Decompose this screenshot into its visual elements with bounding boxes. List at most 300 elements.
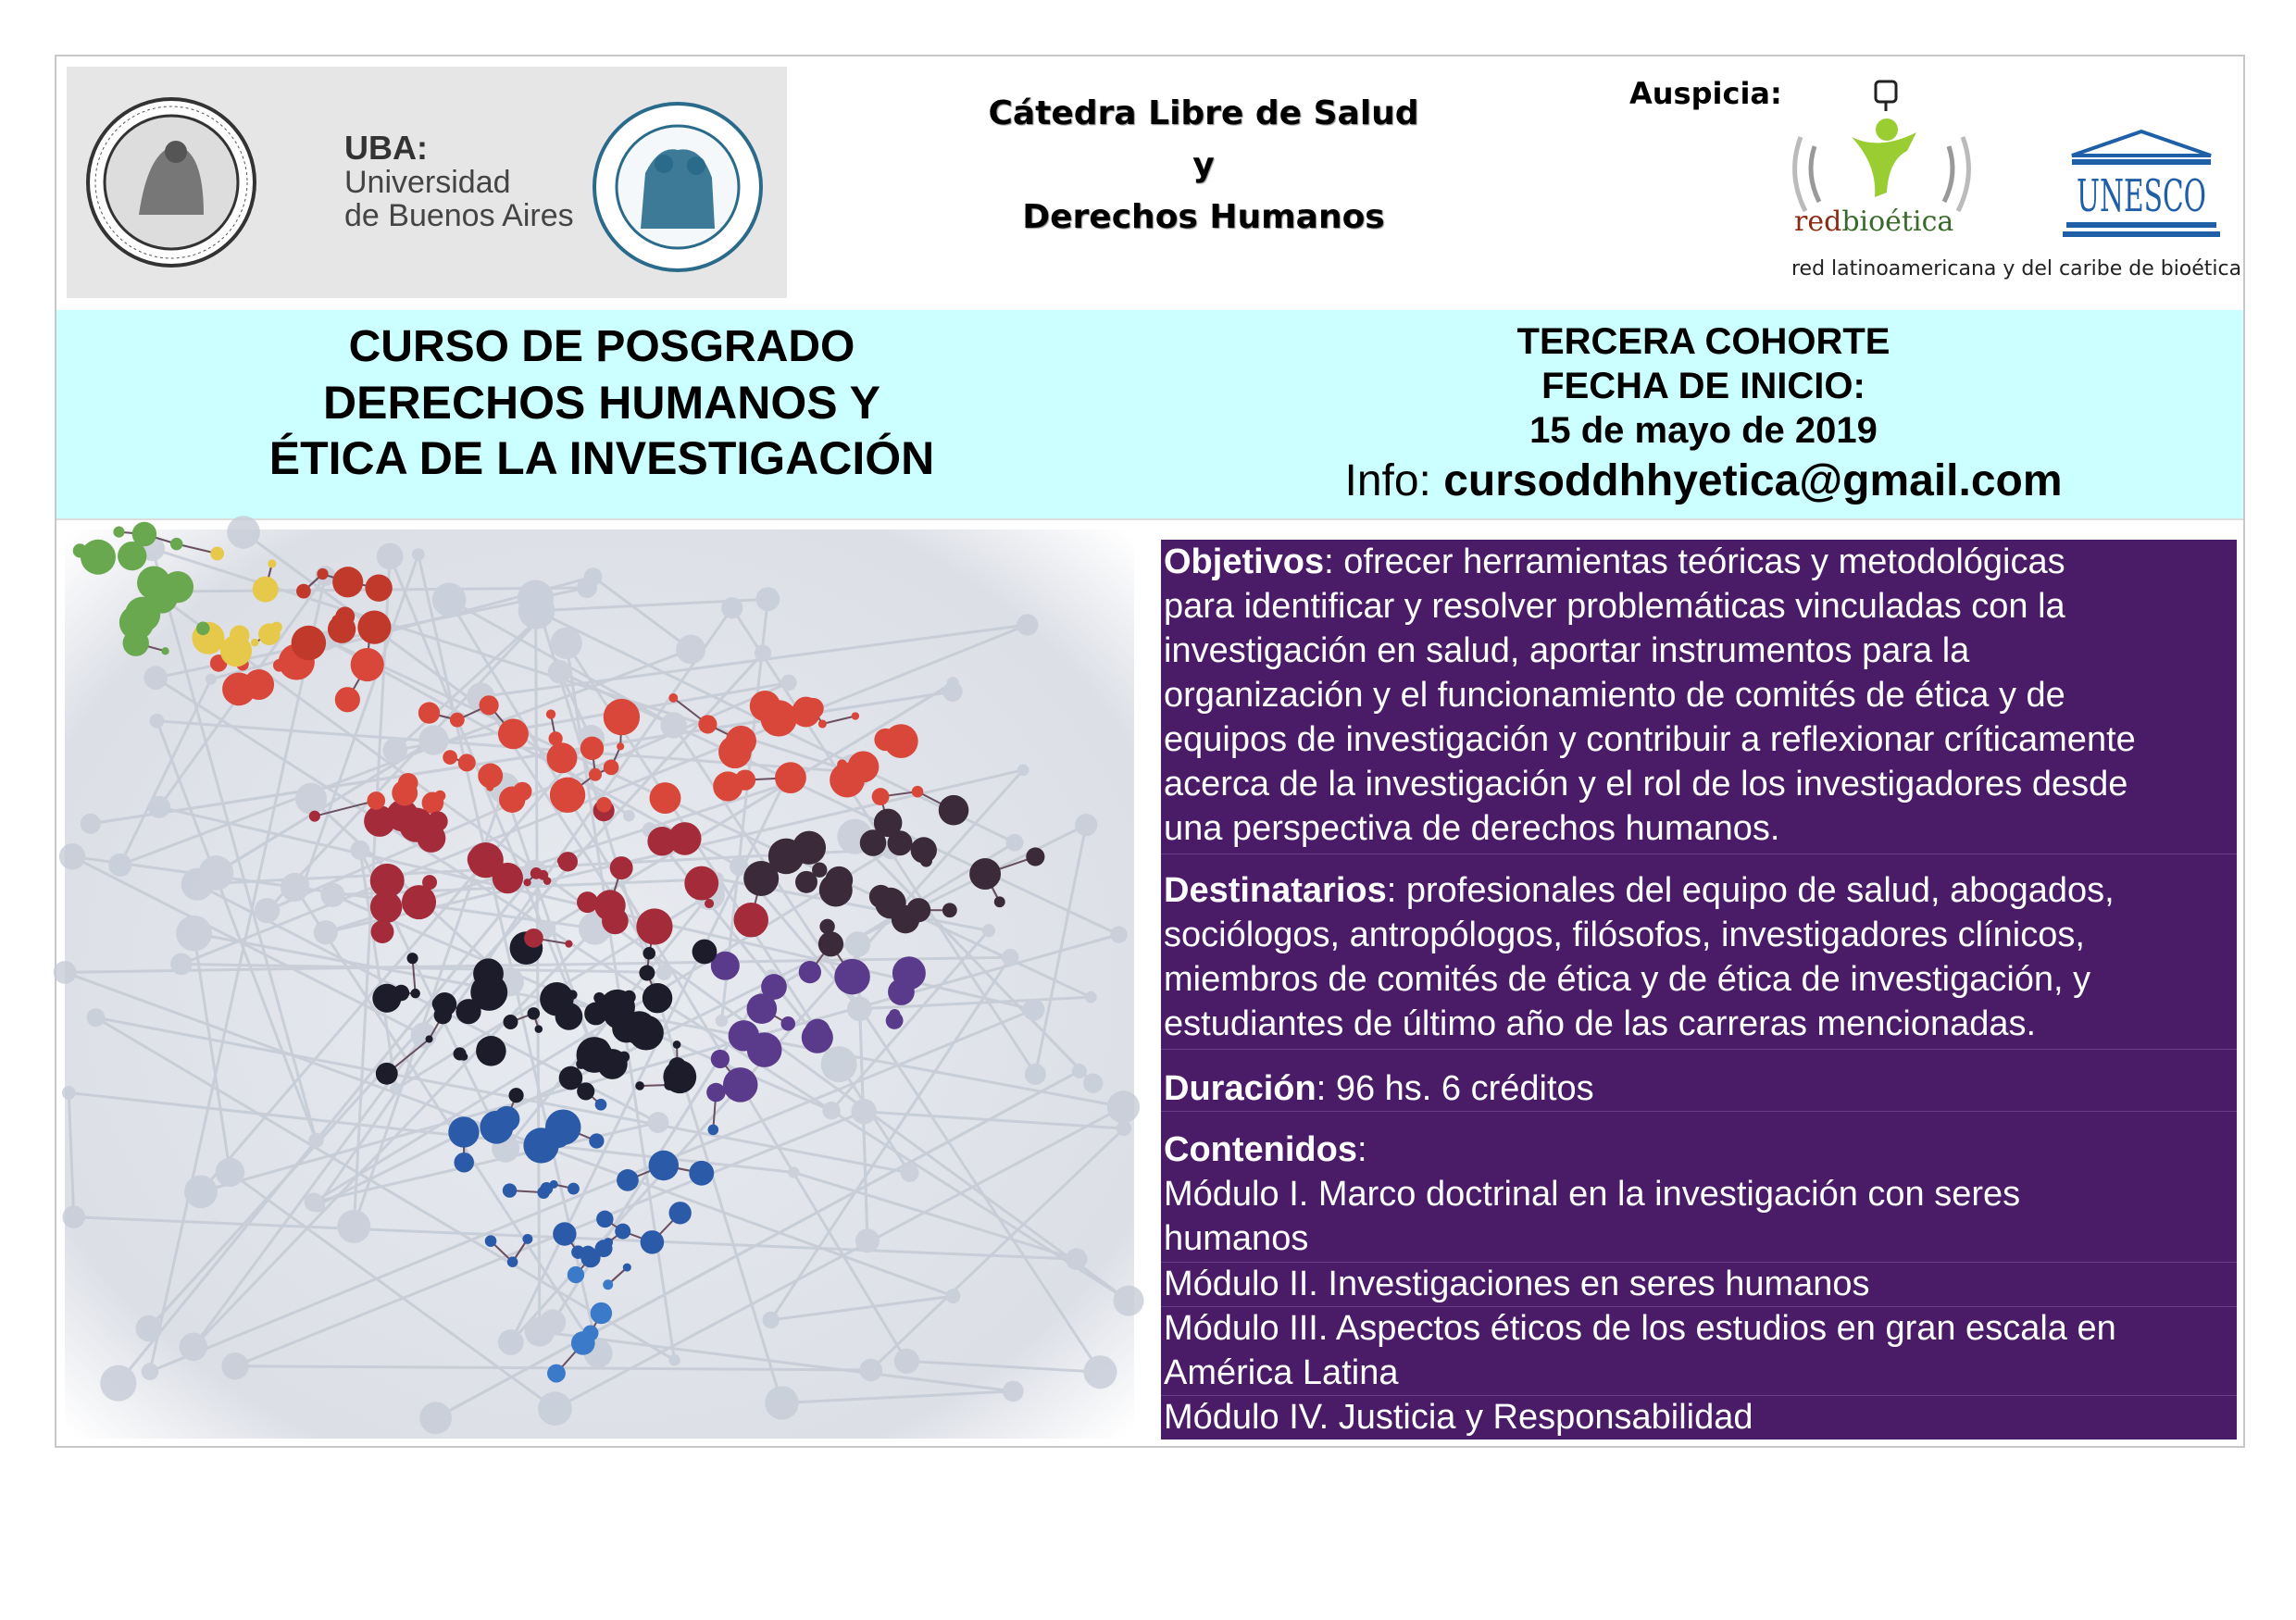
network-node	[643, 947, 655, 960]
uba-logos-box	[67, 67, 787, 298]
network-node	[535, 1025, 543, 1033]
uba-line1: Universidad	[344, 165, 511, 200]
destinatarios-label: Destinatarios	[1164, 871, 1387, 910]
info-line	[1278, 455, 2129, 506]
network-node	[513, 782, 531, 801]
network-node	[568, 1183, 580, 1195]
background-node	[350, 841, 369, 860]
background-node	[668, 1354, 680, 1366]
background-node	[660, 712, 686, 738]
background-node	[765, 1386, 798, 1419]
network-node	[596, 1211, 613, 1227]
network-node	[460, 1053, 468, 1061]
network-node	[602, 908, 629, 935]
background-node	[1066, 1248, 1088, 1270]
network-node	[550, 778, 585, 813]
background-node	[855, 1228, 880, 1252]
background-node	[788, 1166, 799, 1178]
background-node	[847, 996, 872, 1021]
network-node	[747, 993, 778, 1024]
network-node	[271, 622, 282, 633]
network-node	[668, 693, 678, 703]
network-node	[713, 771, 742, 801]
destinatarios-text-2: miembros de comités de ética y de ética de investigación, y	[1164, 960, 2091, 999]
background-node	[518, 579, 554, 616]
background-node	[150, 714, 165, 729]
network-node	[443, 750, 457, 765]
network-node	[292, 626, 327, 661]
network-node	[118, 542, 146, 570]
background-node	[676, 635, 705, 665]
background-node	[1107, 1090, 1140, 1123]
network-node	[840, 770, 847, 778]
network-node	[589, 1133, 604, 1148]
modulo-1-line1: Módulo I. Marco doctrinal en la investigación con seres	[1164, 1175, 2021, 1214]
network-node	[399, 807, 433, 841]
network-node	[367, 791, 385, 810]
network-node	[196, 622, 210, 636]
background-node	[1017, 614, 1038, 635]
network-node	[335, 687, 360, 712]
background-node	[551, 628, 582, 659]
panel-divider	[1161, 1111, 2237, 1112]
objetivos-text-0: : ofrecer herramientas teóricas y metodológicas	[1324, 542, 2065, 581]
background-node	[419, 1402, 452, 1434]
objetivos-label: Objetivos	[1164, 542, 1325, 581]
network-node	[906, 898, 930, 922]
network-node	[332, 567, 363, 597]
cohort-label: TERCERA COHORTE	[1516, 321, 1890, 362]
catedra-line1: Cátedra Libre de Salud	[988, 94, 1419, 132]
network-node	[253, 577, 279, 603]
network-node	[852, 712, 859, 719]
objetivos-text-1: para identificar y resolver problemáticas vinculadas con la	[1164, 587, 2065, 626]
uba-wordmark	[344, 131, 574, 232]
network-node	[799, 961, 821, 983]
objetivos-text-2: investigación en salud, aportar instrumentos para la	[1164, 631, 1970, 670]
background-node	[894, 1349, 919, 1374]
background-node	[412, 548, 425, 561]
network-node	[546, 709, 555, 718]
background-node	[1072, 1064, 1087, 1078]
network-node	[568, 990, 577, 999]
background-node	[418, 725, 449, 755]
cohort-info	[1278, 319, 2129, 453]
network-node	[776, 845, 800, 869]
duracion-label: Duración	[1164, 1069, 1316, 1108]
network-node	[920, 854, 932, 866]
uba-seal-icon	[83, 94, 259, 270]
network-node	[448, 1116, 479, 1147]
background-node	[337, 1210, 370, 1243]
network-node	[775, 762, 806, 793]
network-node	[546, 742, 577, 773]
network-node	[161, 647, 168, 654]
background-node	[176, 916, 212, 952]
background-node	[525, 1316, 555, 1346]
network-node	[547, 1365, 566, 1383]
network-node	[635, 1081, 644, 1090]
duracion-text: : 96 hs. 6 créditos	[1316, 1069, 1594, 1108]
background-node	[901, 1164, 919, 1182]
contenidos-block	[1164, 1128, 2238, 1261]
background-node	[108, 854, 131, 877]
network-node	[805, 1019, 830, 1045]
network-node	[663, 1060, 696, 1093]
background-node	[1113, 1286, 1143, 1316]
contenidos-line	[1164, 1128, 2238, 1172]
network-node	[565, 941, 572, 948]
catedra-line3: Derechos Humanos	[1022, 198, 1385, 236]
network-node	[623, 1264, 631, 1272]
network-node	[559, 1066, 583, 1090]
background-node	[199, 855, 234, 891]
network-node	[309, 811, 320, 822]
catedra-line2: y	[1192, 146, 1215, 184]
network-node	[555, 1003, 583, 1030]
background-node	[382, 738, 407, 763]
network-node	[649, 1151, 679, 1180]
objetivos-text-5: acerca de la investigación y el rol de los investigadores desde	[1164, 765, 2128, 804]
network-node	[550, 1180, 558, 1189]
network-node	[827, 881, 842, 896]
network-node	[582, 1325, 598, 1340]
background-node	[647, 1112, 668, 1133]
network-node	[639, 966, 655, 981]
background-node	[942, 681, 963, 702]
network-node	[497, 875, 509, 887]
network-node	[615, 1224, 630, 1240]
background-node	[1083, 1074, 1103, 1093]
modulo-3-line2: América Latina	[1164, 1353, 1399, 1392]
network-node	[942, 903, 957, 917]
network-node	[595, 1099, 607, 1111]
network-node	[454, 1153, 474, 1173]
objetivos-text-3: organización y el funcionamiento de comités de ética y de	[1164, 676, 2065, 715]
network-node	[617, 742, 624, 750]
network-node	[834, 959, 870, 995]
background-node	[755, 587, 780, 611]
background-node	[780, 675, 797, 692]
network-node	[643, 983, 672, 1013]
network-node	[994, 896, 1005, 907]
network-node	[357, 611, 391, 644]
objetivos-text-6: una perspectiva de derechos humanos.	[1164, 809, 1780, 848]
background-node	[1117, 1121, 1131, 1136]
background-node	[148, 796, 170, 818]
course-title-line2: DERECHOS HUMANOS Y	[323, 377, 880, 429]
unesco-logo-icon	[2063, 130, 2220, 241]
background-node	[377, 543, 404, 570]
network-node	[498, 718, 529, 749]
network-node	[450, 713, 465, 728]
modulo-4: Módulo IV. Justicia y Responsabilidad	[1164, 1398, 1753, 1437]
network-node	[577, 891, 598, 913]
network-node	[528, 1007, 541, 1020]
background-node	[62, 1205, 85, 1228]
background-node	[1075, 814, 1097, 836]
network-node	[549, 731, 563, 745]
background-node	[320, 883, 344, 907]
network-node	[543, 877, 552, 885]
background-node	[845, 931, 870, 956]
network-node	[507, 1256, 518, 1267]
network-node	[479, 695, 498, 715]
start-label: FECHA DE INICIO:	[1541, 366, 1866, 406]
objetivos-line-0	[1164, 540, 2238, 584]
background-node	[822, 1102, 841, 1120]
network-node	[402, 885, 436, 919]
start-date: 15 de mayo de 2019	[1529, 410, 1878, 451]
auspicia-label: Auspicia:	[1629, 76, 1782, 111]
background-node	[1023, 999, 1045, 1021]
network-node	[568, 1266, 584, 1283]
unesco-text: UNESCO	[2077, 170, 2206, 222]
network-node	[335, 606, 355, 626]
background-node	[227, 516, 260, 549]
network-node	[113, 527, 124, 538]
network-node	[886, 1012, 904, 1029]
destinatarios-text-0: : profesionales del equipo de salud, abogados,	[1386, 871, 2115, 910]
background-node	[59, 843, 85, 869]
background-node	[170, 953, 193, 976]
background-node	[498, 1329, 524, 1355]
background-node	[308, 1133, 323, 1148]
destinatarios-block	[1164, 868, 2238, 1046]
background-node	[142, 1363, 159, 1380]
network-node	[558, 852, 578, 871]
network-node	[743, 861, 779, 896]
modulo-3-line1: Módulo III. Aspectos éticos de los estudios en gran escala en	[1164, 1309, 2116, 1348]
network-node	[693, 940, 718, 965]
network-node	[689, 1161, 714, 1186]
background-node	[297, 879, 309, 891]
network-node	[545, 1109, 581, 1145]
network-node	[434, 1006, 452, 1024]
background-node	[81, 814, 101, 834]
background-node	[721, 597, 742, 618]
network-node	[603, 1279, 613, 1290]
background-node	[144, 666, 168, 690]
course-title-line1: CURSO DE POSGRADO	[348, 322, 855, 371]
modulo-3-block	[1164, 1306, 2238, 1395]
network-node	[604, 760, 619, 776]
network-node	[705, 899, 714, 908]
background-node	[821, 1046, 857, 1082]
uba-abbr: UBA:	[344, 129, 428, 167]
redbioetica-rest: bioética	[1841, 206, 1954, 238]
destinatarios-text-3: estudiantes de último año de las carreras mencionadas.	[1164, 1004, 2037, 1043]
background-node	[851, 1099, 877, 1125]
network-node	[591, 1302, 612, 1324]
network-node	[617, 1169, 639, 1191]
destinatarios-line-0	[1164, 868, 2238, 913]
background-node	[314, 920, 338, 944]
network-node	[351, 648, 384, 681]
network-node	[669, 1202, 692, 1224]
background-node	[432, 582, 467, 617]
contenidos-colon: :	[1356, 1130, 1367, 1169]
panel-divider	[1161, 1049, 2237, 1050]
duracion-block	[1164, 1066, 2238, 1111]
background-node	[1003, 1381, 1024, 1402]
network-node	[426, 1035, 433, 1042]
network-node	[636, 908, 672, 944]
info-email[interactable]: cursoddhhyetica@gmail.com	[1443, 456, 2063, 505]
network-node	[588, 1038, 609, 1059]
network-node	[273, 659, 286, 672]
background-node	[548, 660, 572, 684]
network-node	[210, 547, 224, 561]
network-node	[296, 584, 311, 599]
network-node	[509, 1088, 524, 1103]
network-node	[803, 698, 824, 719]
background-node	[180, 1333, 208, 1362]
network-node	[523, 879, 530, 886]
network-node	[589, 768, 602, 781]
network-node	[524, 928, 543, 948]
modulo-1-line2: humanos	[1164, 1219, 1309, 1258]
network-node	[393, 985, 410, 1002]
network-node	[81, 540, 116, 575]
network-node	[875, 888, 906, 919]
network-node	[376, 1063, 398, 1085]
network-node	[530, 867, 543, 879]
network-node	[580, 737, 604, 760]
background-node	[1083, 1355, 1117, 1389]
network-node	[888, 978, 915, 1005]
network-node	[818, 931, 843, 956]
background-node	[859, 1359, 882, 1382]
network-node	[781, 1016, 796, 1031]
background-node	[945, 1289, 960, 1303]
background-node	[184, 1175, 218, 1208]
red-latino-label: red latinoamericana y del caribe de bioética	[1791, 257, 2242, 280]
background-node	[538, 1391, 572, 1426]
network-node	[596, 797, 612, 813]
network-node	[718, 735, 752, 768]
network-node	[795, 871, 817, 893]
background-node	[62, 1086, 76, 1100]
network-node	[251, 639, 258, 646]
network-node	[222, 672, 256, 705]
network-node	[553, 1222, 576, 1245]
network-node	[872, 788, 890, 805]
course-title	[139, 319, 1065, 486]
network-node	[365, 574, 392, 601]
network-node	[537, 1186, 550, 1199]
background-node	[1110, 926, 1128, 943]
network-node	[711, 1050, 730, 1068]
background-node	[305, 1192, 324, 1212]
network-node	[612, 1014, 641, 1042]
background-node	[255, 898, 280, 923]
network-node	[125, 597, 160, 632]
network-node	[698, 715, 717, 733]
network-node	[576, 1059, 586, 1069]
network-node	[418, 702, 440, 723]
network-node	[370, 891, 402, 923]
background-node	[1017, 764, 1029, 776]
objetivos-text-4: equipos de investigación y contribuir a reflexionar críticamente	[1164, 720, 2136, 759]
background-node	[206, 674, 217, 685]
network-node	[468, 842, 503, 878]
network-node	[760, 700, 796, 736]
network-node	[647, 827, 677, 856]
background-node	[221, 1352, 248, 1379]
network-node	[595, 1240, 613, 1257]
latin-america-network-map	[65, 530, 1134, 1439]
background-node	[390, 1083, 403, 1096]
network-node	[268, 559, 276, 567]
network-node	[610, 856, 633, 879]
info-label: Info:	[1344, 456, 1444, 505]
network-node	[317, 568, 328, 579]
network-node	[522, 1234, 532, 1244]
catedra-title	[926, 88, 1481, 243]
background-node	[1085, 991, 1097, 1003]
network-node	[398, 773, 418, 793]
network-node	[230, 625, 249, 644]
network-node	[837, 759, 847, 769]
network-node	[874, 809, 903, 838]
duracion-line	[1164, 1066, 2238, 1111]
network-node	[476, 1036, 506, 1066]
network-node	[729, 1020, 759, 1051]
network-node	[458, 754, 476, 771]
network-node	[708, 1125, 719, 1136]
network-node	[503, 1015, 518, 1029]
network-node	[723, 1067, 758, 1103]
network-node	[604, 699, 640, 735]
background-node	[216, 1158, 245, 1188]
network-node	[668, 789, 680, 801]
background-node	[623, 810, 635, 822]
network-node	[407, 953, 418, 964]
background-node	[762, 1312, 779, 1328]
network-node	[734, 903, 768, 937]
network-node	[847, 751, 879, 782]
modulo-2: Módulo II. Investigaciones en seres humanos	[1164, 1265, 1870, 1303]
network-node	[673, 1041, 681, 1049]
network-node	[939, 795, 969, 826]
redbioetica-label	[1794, 206, 1953, 238]
background-node	[87, 1008, 106, 1027]
network-node	[912, 786, 924, 798]
background-node	[1006, 834, 1024, 852]
network-node	[884, 724, 918, 758]
network-node	[485, 1235, 497, 1247]
background-node	[982, 924, 995, 937]
background-node	[755, 644, 771, 661]
network-node	[371, 920, 394, 943]
background-node	[716, 1015, 728, 1027]
objetivos-block	[1164, 540, 2238, 851]
background-node	[295, 783, 327, 815]
background-node	[1002, 949, 1019, 966]
redbioetica-red: red	[1794, 206, 1842, 238]
network-node	[1026, 847, 1044, 866]
uba-line2: de Buenos Aires	[344, 198, 574, 233]
background-node	[1025, 1064, 1046, 1085]
network-node	[410, 989, 420, 999]
contenidos-label: Contenidos	[1164, 1130, 1357, 1169]
network-node	[478, 764, 503, 789]
banner-divider	[56, 518, 2243, 520]
network-node	[684, 866, 718, 901]
network-node	[503, 1183, 517, 1197]
medicina-seal-icon	[590, 99, 766, 275]
